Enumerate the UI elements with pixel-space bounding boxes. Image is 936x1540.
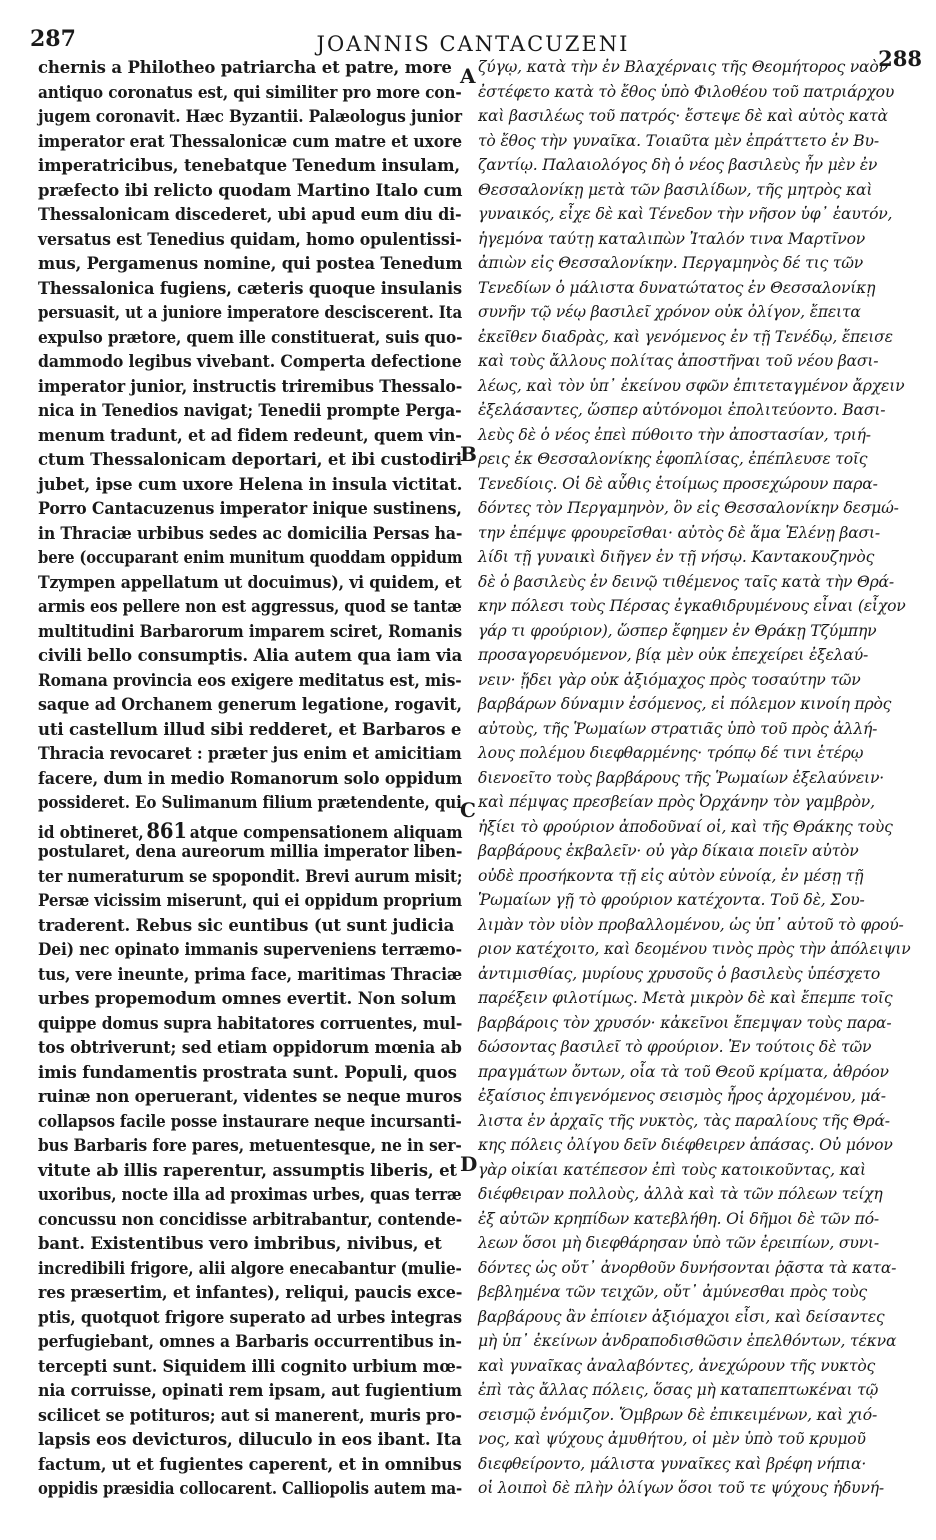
greek-text-line: ἐξ αὐτῶν κρηπίδων κατεβλήθη. Οἱ δῆμοι δὲ τῶν πό-	[478, 1209, 879, 1228]
greek-text-line: βαρβάρων δύναμιν ἐσόμενος, εἰ πόλεμον κινοίη πρὸς	[478, 695, 892, 713]
greek-text-line: λέως, καὶ τὸν ὑπ᾽ ἐκείνου σφῶν ἐπιτεταγμένον ἄρχειν	[478, 376, 905, 395]
latin-text-line: res præsertim, et infantes), reliqui, paucis exce-	[38, 1283, 463, 1302]
greek-text-line: ἐξελάσαντες, ὥσπερ αὐτόνομοι ἐπολιτεύοντο. Βασι-	[478, 401, 886, 419]
greek-text-line: ζύγῳ, κατὰ τὴν ἐν Βλαχέρναις τῆς Θεομήτορος ναὸν	[478, 58, 888, 76]
margin-mark-a: A	[460, 64, 476, 88]
latin-text-line: Thessalonicam discederet, ubi apud eum diu di-	[38, 205, 462, 224]
latin-text-line: bus Barbaris fore pares, metuentesque, ne in ser-	[38, 1136, 462, 1155]
latin-text-line: Porro Cantacuzenus imperator inique sustinens,	[38, 499, 462, 518]
latin-text-line: armis eos pellere non est aggressus, quod se tantæ	[38, 597, 462, 616]
greek-text-line: λεὺς δὲ ὁ νέος ἐπεὶ πύθοιτο τὴν ἀποστασίαν, τριή-	[478, 425, 871, 444]
greek-text-line: πραγμάτων ὄντων, οἷα τὰ τοῦ Θεοῦ κρίματα, ἀθρόον	[478, 1062, 889, 1081]
greek-text-line: κην πόλεσι τοὺς Πέρσας ἐγκαθιδρυμένους εἶναι (εἶχον	[478, 597, 906, 615]
greek-text-line: ἡγεμόνα ταύτῃ καταλιπὼν Ἰταλόν τινα Μαρτῖνον	[478, 229, 866, 248]
latin-text-line: tercepti sunt. Siquidem illi cognito urbium mœ-	[38, 1356, 463, 1376]
greek-text-line: ἀντιμισθίας, μυρίους χρυσοῦς ὁ βασιλεὺς ὑπέσχετο	[478, 964, 881, 983]
latin-text-line: collapsos facile posse instaurare neque incursanti-	[38, 1111, 462, 1131]
greek-text-line: βαρβάροις τὸν χρυσόν· κἀκεῖνοι ἔπεμψαν τοὺς παρα-	[478, 1013, 892, 1032]
latin-text-line: tus, vere ineunte, prima face, maritimas Thraciæ	[38, 964, 463, 984]
latin-text-line: urbes propemodum omnes evertit. Non solum	[38, 989, 457, 1008]
latin-text-line: Thessalonica fugiens, cæteris quoque insulanis	[38, 278, 462, 298]
latin-text-line: concussu non concidisse arbitrabantur, contende-	[38, 1209, 463, 1229]
latin-text-line: civili bello consumptis. Alia autem qua iam via	[38, 646, 463, 665]
greek-text-line: διενοεῖτο τοὺς βαρβάρους τῆς Ῥωμαίων ἐξελαύνειν·	[478, 768, 885, 787]
latin-text-line: dammodo legibus vivebant. Comperta defectione	[38, 352, 462, 371]
latin-text-line: imperatricibus, tenebatque Tenedum insulam,	[38, 156, 460, 175]
latin-text-line: uti castellum illud sibi redderet, et Barbaros e	[38, 719, 462, 739]
latin-text-line: lapsis eos devicturos, diluculo in eos ibant. Ita	[38, 1430, 462, 1449]
greek-text-line: λους πολέμου διεφθαρμένης· τρόπῳ δέ τινι ἑτέρῳ	[478, 744, 864, 762]
greek-text-line: Τενεδίοις. Οἱ δὲ αὖθις ἑτοίμως προσεχώρουν παρα-	[478, 474, 878, 493]
latin-text-line: Dei) nec opinato immanis superveniens terræmo-	[38, 940, 462, 959]
running-head: JOANNIS CANTACUZENI	[316, 32, 630, 56]
latin-text-line: expulso prætore, quem ille constituerat, suis quo-	[38, 327, 463, 347]
margin-mark-d: D	[460, 1152, 478, 1176]
latin-text-line: factum, ut et fugientes caperent, et in omnibus	[38, 1454, 462, 1474]
greek-text-line: γάρ τι φρούριον), ὥσπερ ἔφημεν ἐν Θράκῃ Τζύμπην	[478, 621, 877, 640]
greek-text-line: προσαγορευόμενον, βίᾳ μὲν οὐκ ἐπεχείρει ἐξελαύ-	[478, 646, 869, 664]
latin-text-line: antiquo coronatus est, qui similiter pro more con-	[38, 82, 462, 102]
greek-text-line: σεισμῷ ἐνόμιζον. Ὄμβρων δὲ ἐπικειμένων, καὶ χιό-	[478, 1405, 878, 1424]
greek-text-line: κης πόλεις ὀλίγου δεῖν διέφθειρεν ἁπάσας. Οὐ μόνον	[478, 1136, 893, 1154]
latin-text-line: in Thraciæ urbibus sedes ac domicilia Persas ha-	[38, 523, 463, 543]
greek-text-line: καὶ βασιλέως τοῦ πατρός· ἔστεψε δὲ καὶ αὐτὸς κατὰ	[478, 107, 888, 125]
latin-text-line: imperator junior, instructis triremibus Thessalo-	[38, 376, 463, 396]
latin-text-line: ruinæ non operuerant, videntes se neque muros	[38, 1087, 462, 1106]
greek-text-line: ἠξίει τὸ φρούριον ἀποδοῦναί οἱ, καὶ τῆς Θράκης τοὺς	[478, 817, 893, 836]
latin-text-line: facere, dum in medio Romanorum solo oppidum	[38, 768, 463, 788]
greek-text-line: λεων ὅσοι μὴ διεφθάρησαν ὑπὸ τῶν ἐρειπίων, συνι-	[478, 1234, 879, 1252]
latin-text-line: ptis, quotquot frigore superato ad urbes integras	[38, 1307, 462, 1327]
greek-text-line: βαρβάρους ἂν ἐπίοιεν ἀξιόμαχοι εἶσι, καὶ δείσαντες	[478, 1307, 885, 1326]
latin-text-line: imis fundamentis prostrata sunt. Populi, quos	[38, 1062, 457, 1082]
greek-text-line: ρεις ἐκ Θεσσαλονίκης ἐφοπλίσας, ἐπέπλευσε τοῖς	[478, 450, 868, 468]
greek-text-line: δόντες ὡς οὔτ᾽ ἀνορθοῦν δυνήσονται ῥᾷστα τὰ κατα-	[478, 1258, 897, 1277]
greek-text-line: τὸ ἔθος τὴν γυναῖκα. Τοιαῦτα μὲν ἐπράττετο ἐν Βυ-	[478, 131, 879, 150]
latin-text-line: persuasit, ut a juniore imperatore desciscerent. Ita	[38, 303, 463, 322]
latin-text-line: chernis a Philotheo patriarcha et patre, more	[38, 58, 452, 77]
latin-text-line: incredibili frigore, alii algore enecabantur (mulie-	[38, 1258, 462, 1278]
latin-text-line: id obtineret, 861 atque compensationem aliquam	[38, 817, 463, 843]
greek-text-line: ἐκεῖθεν διαδρὰς, καὶ γενόμενος ἐν τῇ Τενέδῳ, ἔπεισε	[478, 327, 893, 346]
greek-text-line: νος, καὶ ψύχους ἀμυθήτου, οἱ μὲν ὑπὸ τοῦ κρυμοῦ	[478, 1430, 866, 1448]
margin-mark-b: B	[460, 442, 477, 466]
greek-text-line: λίδι τῇ γυναικὶ διῆγεν ἐν τῇ νήσῳ. Καντακουζηνὸς	[478, 548, 875, 566]
greek-text-line: οἱ λοιποὶ δὲ πλὴν ὀλίγων ὅσοι τοῦ τε ψύχους ἠδυνή-	[478, 1479, 884, 1497]
greek-text-line: βαρβάρους ἐκβαλεῖν· οὐ γὰρ δίκαια ποιεῖν αὐτὸν	[478, 842, 859, 860]
greek-text-line: παρέξειν φιλοτίμως. Μετὰ μικρὸν δὲ καὶ ἔπεμπε τοῖς	[478, 989, 893, 1007]
greek-text-line: δὲ ὁ βασιλεὺς ἐν δεινῷ τιθέμενος ταῖς κατὰ τὴν Θρά-	[478, 572, 894, 591]
latin-text-line: ter numeraturum se spopondit. Brevi aurum misit;	[38, 866, 463, 886]
latin-text-line: traderent. Rebus sic euntibus (ut sunt judicia	[38, 915, 455, 935]
latin-text-line: imperator erat Thessalonicæ cum matre et uxore	[38, 131, 462, 151]
latin-text-line: jugem coronavit. Hæc Byzantii. Palæologus junior	[38, 107, 462, 126]
latin-text-line: bant. Existentibus vero imbribus, nivibus, et	[38, 1234, 442, 1253]
latin-text-line: Tzympen appellatum ut docuimus), vi quidem, et	[38, 572, 462, 592]
greek-text-line: γυναικός, εἶχε δὲ καὶ Τένεδον τὴν νῆσον ὑφ᾽ ἑαυτόν,	[478, 205, 893, 223]
greek-text-line: δόντες τὸν Περγαμηνὸν, ὃν εἰς Θεσσαλονίκην δεσμώ-	[478, 499, 899, 517]
greek-text-line: ἀπιὼν εἰς Θεσσαλονίκην. Περγαμηνὸς δέ τις τῶν	[478, 254, 864, 272]
margin-mark-c: C	[460, 798, 476, 822]
latin-text-line: scilicet se potituros; aut si manerent, muris pro-	[38, 1405, 462, 1425]
latin-text-line: Romana provincia eos exigere meditatus est, mis-	[38, 670, 462, 690]
greek-text-line: Θεσσαλονίκῃ μετὰ τῶν βασιλίδων, τῆς μητρὸς καὶ	[478, 180, 873, 199]
greek-text-line: συνῆν τῷ νέῳ βασιλεῖ χρόνον οὐκ ὀλίγον, ἔπειτα	[478, 303, 861, 321]
greek-text-line: ἐστέφετο κατὰ τὸ ἔθος ὑπὸ Φιλοθέου τοῦ πατριάρχου	[478, 82, 895, 101]
latin-text-line: quippe domus supra habitatores corruentes, mul-	[38, 1013, 463, 1033]
greek-text-line: ριον κατέχοιτο, καὶ δεομένου τινὸς πρὸς τὴν ἀπόλειψιν	[478, 940, 911, 958]
greek-text-line: αὐτοὺς, τῆς Ῥωμαίων στρατιᾶς ὑπὸ τοῦ πρὸς ἀλλή-	[478, 719, 878, 738]
latin-text-line: vitute ab illis raperentur, assumptis liberis, et	[38, 1160, 457, 1180]
greek-text-line: νειν· ᾔδει γὰρ οὐκ ἀξιόμαχος πρὸς τοσαύτην τῶν	[478, 670, 861, 689]
latin-text-line: nica in Tenedios navigat; Tenedii prompte Perga-	[38, 401, 462, 420]
latin-text-line: saque ad Orchanem generum legatione, rogavit,	[38, 695, 462, 714]
latin-text-line: postularet, dena aureorum millia imperator liben-	[38, 842, 463, 861]
greek-text-line: ζαντίῳ. Παλαιολόγος δὴ ὁ νέος βασιλεὺς ἦν μὲν ἐν	[478, 156, 878, 174]
greek-text-line: λιστα ἐν ἀρχαῖς τῆς νυκτὸς, τὰς παραλίους τῆς Θρά-	[478, 1111, 890, 1130]
greek-text-line: μὴ ὑπ᾽ ἐκείνων ἀνδραποδισθῶσιν ἐπελθόντων, τέκνα	[478, 1332, 897, 1350]
latin-text-line: ctum Thessalonicam deportari, et ibi custodiri	[38, 450, 462, 469]
latin-text-line: bere (occuparant enim munitum quoddam oppidum	[38, 548, 463, 567]
page-number-left: 287	[30, 26, 76, 52]
page-number-right: 288	[878, 46, 922, 71]
latin-text-line: oppidis præsidia collocarent. Calliopolis autem ma-	[38, 1479, 463, 1498]
greek-text-line: την ἐπέμψε φρουρεῖσθαι· αὐτὸς δὲ ἅμα Ἑλένῃ βασι-	[478, 523, 880, 542]
greek-text-line: καὶ πέμψας πρεσβείαν πρὸς Ὀρχάνην τὸν γαμβρὸν,	[478, 793, 875, 811]
latin-text-line: mus, Pergamenus nomine, qui postea Tenedum	[38, 254, 463, 273]
greek-text-line: ἐπὶ τὰς ἄλλας πόλεις, ὅσας μὴ καταπεπτωκέναι τῷ	[478, 1381, 879, 1399]
greek-text-line: καὶ γυναῖκας ἀναλαβόντες, ἀνεχώρουν τῆς νυκτὸς	[478, 1356, 876, 1375]
latin-text-line: menum tradunt, et ad fidem redeunt, quem vin-	[38, 425, 462, 445]
latin-text-line: versatus est Tenedius quidam, homo opulentissi-	[38, 229, 462, 249]
greek-text-line: διεφθείροντο, μάλιστα γυναῖκες καὶ βρέφη νήπια·	[478, 1454, 867, 1473]
greek-text-line: διέφθειραν πολλοὺς, ἀλλὰ καὶ τὰ τῶν πόλεων τείχη	[478, 1185, 883, 1203]
latin-text-line: præfecto ibi relicto quodam Martino Italo cum	[38, 180, 463, 200]
latin-text-line: uxoribus, nocte illa ad proximas urbes, quas terræ	[38, 1185, 462, 1204]
greek-text-line: λιμὰν τὸν υἱὸν προβαλλομένου, ὡς ὑπ᾽ αὐτοῦ τὸ φρού-	[478, 915, 904, 934]
greek-text-line: ἐξαίσιος ἐπιγενόμενος σεισμὸς ἦρος ἀρχομένου, μά-	[478, 1087, 886, 1105]
greek-text-line: δώσοντας βασιλεῖ τὸ φρούριον. Ἐν τούτοις δὲ τῶν	[478, 1038, 872, 1056]
folio-marker: 861	[146, 817, 187, 843]
greek-text-line: Ῥωμαίων γῇ τὸ φρούριον κατέχοντα. Τοῦ δὲ, Σου-	[478, 891, 865, 909]
greek-text-line: Τενεδίων ὁ μάλιστα δυνατώτατος ἐν Θεσσαλονίκῃ	[478, 278, 876, 297]
greek-text-line: βεβλημένα τῶν τειχῶν, οὔτ᾽ ἀμύνεσθαι πρὸς τοὺς	[478, 1283, 867, 1301]
latin-text-line: nia corruisse, opinati rem ipsam, aut fugientium	[38, 1381, 462, 1400]
latin-text-line: jubet, ipse cum uxore Helena in insula victitat.	[38, 474, 463, 494]
greek-text-line: γὰρ οἰκίαι κατέπεσον ἐπὶ τοὺς κατοικοῦντας, καὶ	[478, 1160, 866, 1179]
greek-text-line: καὶ τοὺς ἄλλους πολίτας ἀποστῆναι τοῦ νέου βασι-	[478, 352, 879, 370]
latin-text-line: Thracia revocaret : præter jus enim et amicitiam	[38, 744, 462, 763]
latin-text-line: possideret. Eo Sulimanum filium prætendente, qui	[38, 793, 462, 812]
latin-text-line: perfugiebant, omnes a Barbaris occurrentibus in-	[38, 1332, 462, 1351]
latin-text-line: multitudini Barbarorum imparem sciret, Romanis	[38, 621, 462, 641]
greek-text-line: οὐδὲ προσήκοντα τῇ εἰς αὐτὸν εὐνοίᾳ, ἐν μέσῃ τῇ	[478, 866, 864, 885]
latin-text-line: Persæ vicissim miserunt, qui ei oppidum proprium	[38, 891, 462, 910]
latin-text-line: tos obtriverunt; sed etiam oppidorum mœnia ab	[38, 1038, 462, 1057]
